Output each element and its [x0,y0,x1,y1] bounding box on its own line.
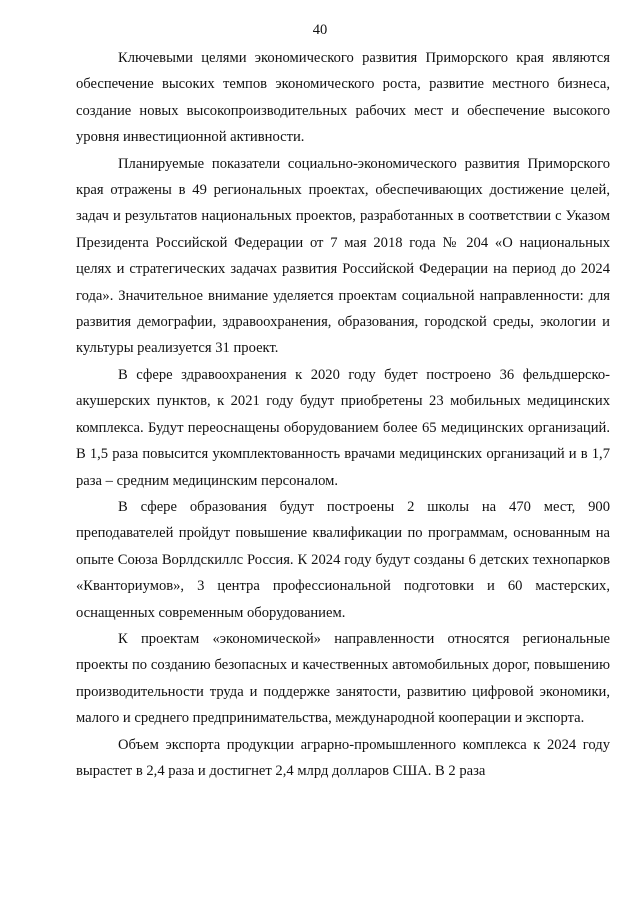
paragraph-healthcare: В сфере здравоохранения к 2020 году будет построено 36 фельдшерско-акушерских пунктов, к 2021 году будут приобретены 23 мобильных медицинских комплекса. Будут переоснащены оборудованием более 65 медицинских организаций. В 1,5 раза повысится укомплектованность врачами медицинских организаций и в 1,7 раза – средним медицинским персоналом. [76,366,610,489]
document-body [76,45,610,784]
paragraph-education: В сфере образования будут построены 2 школы на 470 мест, 900 преподавателей пройдут повышение квалификации по программам, основанным на опыте Союза Ворлдскиллс Россия. К 2024 году будут созданы 6 детских технопарков «Кванториумов», 3 центра профессиональной подготовки и 60 мастерских, оснащенных современным оборудованием. [76,498,610,621]
paragraph-regional-projects: Планируемые показатели социально-экономического развития Приморского края отражены в 49 региональных проектах, обеспечивающих достижение целей, задач и результатов национальных проектов, разработанных в соответствии с Указом Президента Российской Федерации от 7 мая 2018 года № 204 «О национальных целях и стратегических задачах развития Российской Федерации на период до 2024 года». Значительное внимание уделяется проектам социальной направленности: для развития демографии, здравоохранения, образования, городской среды, экологии и культуры реализуется 31 проект. [76,155,610,357]
page-number: 40 [312,22,328,38]
paragraph-development-goals: Ключевыми целями экономического развития Приморского края являются обеспечение высоких темпов экономического роста, развитие местного бизнеса, создание новых высокопроизводительных рабочих мест и обеспечение высокого уровня инвестиционной активности. [76,50,610,146]
paragraph-export: Объем экспорта продукции аграрно-промышленного комплекса к 2024 году вырастет в 2,4 раза и достигнет 2,4 млрд долларов США. В 2 раза [76,736,610,779]
paragraph-economic-projects: К проектам «экономической» направленности относятся региональные проекты по созданию безопасных и качественных автомобильных дорог, повышению производительности труда и поддержке занятости, развитию цифровой экономики, малого и среднего предпринимательства, международной кооперации и экспорта. [76,630,610,727]
